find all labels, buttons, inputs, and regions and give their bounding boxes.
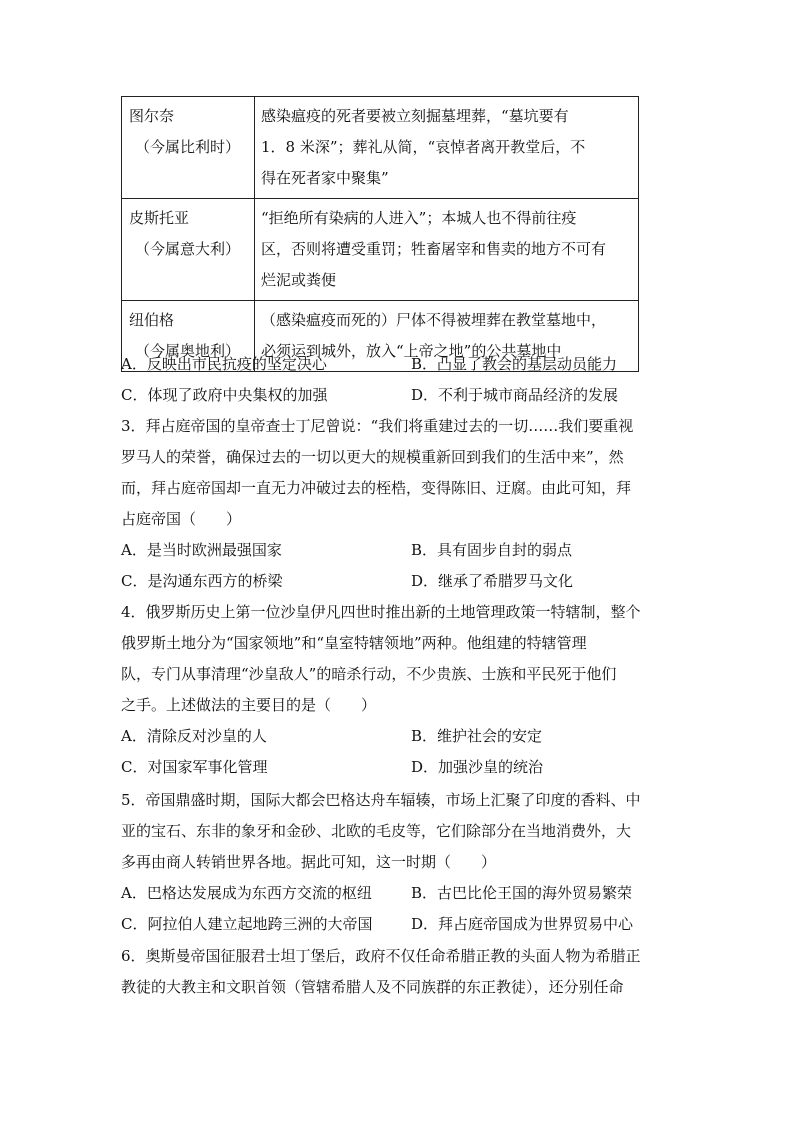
table-row (122, 97, 639, 199)
option-b[interactable]: B．凸显了教会的基层动员能力 (411, 355, 618, 373)
question-line: 队，专门从事清理“沙皇敌人”的暗杀行动，不少贵族、士族和平民死于他们 (121, 665, 617, 683)
option-c[interactable]: C．是沟通东西方的桥梁 (121, 572, 283, 590)
policy-line: （感染瘟疫而死的）尸体不得被埋葬在教堂墓地中， (261, 311, 607, 329)
question-line: 5．帝国鼎盛时期，国际大都会巴格达舟车辐辏，市场上汇聚了印度的香料、中 (121, 791, 641, 809)
policy-line: 得在死者家中聚集” (261, 169, 389, 187)
option-row (121, 535, 681, 566)
city-name: 皮斯托亚 (129, 209, 190, 227)
option-a[interactable]: A．反映出市民抗疫的坚定决心 (121, 355, 327, 373)
city-name: 纽伯格 (129, 311, 175, 329)
city-cell (122, 97, 255, 199)
question-3 (121, 411, 681, 597)
option-row (121, 752, 681, 783)
option-d[interactable]: D．不利于城市商品经济的发展 (411, 386, 619, 404)
question-line: 多再由商人转销世界各地。据此可知，这一时期（ ） (121, 853, 497, 871)
option-c[interactable]: C．阿拉伯人建立起地跨三洲的大帝国 (121, 915, 373, 933)
option-b[interactable]: B．维护社会的安定 (411, 727, 543, 745)
option-b[interactable]: B．古巴比伦王国的海外贸易繁荣 (411, 884, 633, 902)
city-country: （今属比利时） (135, 138, 241, 156)
city-country: （今属意大利） (135, 240, 241, 258)
question-line: 罗马人的荣誉，确保过去的一切以更大的规模重新回到我们的生活中来”，然 (121, 448, 624, 466)
option-row (121, 878, 681, 909)
city-name: 图尔奈 (129, 107, 175, 125)
option-row (121, 909, 681, 940)
city-cell (122, 199, 255, 301)
option-a[interactable]: A．是当时欧洲最强国家 (121, 541, 282, 559)
question-line: 6．奥斯曼帝国征服君士坦丁堡后，政府不仅任命希腊正教的头面人物为希腊正 (121, 947, 641, 965)
policy-line: 必须运到城外，放入“上帝之地”的公共墓地中 (261, 342, 562, 360)
option-row (121, 380, 681, 411)
question-line: 俄罗斯土地分为“国家领地”和“皇室特辖领地”两种。他组建的特辖管理 (121, 634, 587, 652)
policy-cell (255, 97, 639, 199)
option-a[interactable]: A．清除反对沙皇的人 (121, 727, 267, 745)
option-a[interactable]: A．巴格达发展成为东西方交流的枢纽 (121, 884, 372, 902)
question-4 (121, 597, 681, 783)
option-row (121, 566, 681, 597)
policy-line: 烂泥或粪便 (261, 271, 337, 289)
option-d[interactable]: D．加强沙皇的统治 (411, 758, 544, 776)
question-6 (121, 941, 681, 1003)
question-line: 3．拜占庭帝国的皇帝查士丁尼曾说：“我们将重建过去的一切……我们要重视 (121, 417, 634, 435)
option-row (121, 349, 681, 380)
option-row (121, 721, 681, 752)
policy-line: “拒绝所有染病的人进入”；本城人也不得前往疫 (261, 209, 577, 227)
question-5 (121, 785, 681, 940)
option-d[interactable]: D．继承了希腊罗马文化 (411, 572, 574, 590)
option-b[interactable]: B．具有固步自封的弱点 (411, 541, 573, 559)
question-line: 而，拜占庭帝国却一直无力冲破过去的桎梏，变得陈旧、迂腐。由此可知，拜 (121, 479, 632, 497)
option-d[interactable]: D．拜占庭帝国成为世界贸易中心 (411, 915, 634, 933)
question-line: 亚的宝石、东非的象牙和金砂、北欧的毛皮等，它们除部分在当地消费外，大 (121, 822, 632, 840)
question-line: 之手。上述做法的主要目的是（ ） (121, 696, 377, 714)
question-line: 占庭帝国（ ） (121, 510, 242, 528)
policy-line: 1．8 米深”；葬礼从简，“哀悼者离开教堂后，不 (261, 138, 586, 156)
question-line: 4．俄罗斯历史上第一位沙皇伊凡四世时推出新的土地管理政策一特辖制，整个 (121, 603, 641, 621)
city-country: （今属奥地利） (135, 342, 241, 360)
policy-line: 区，否则将遭受重罚；牲畜屠宰和售卖的地方不可有 (261, 240, 607, 258)
option-c[interactable]: C．对国家军事化管理 (121, 758, 268, 776)
option-c[interactable]: C．体现了政府中央集权的加强 (121, 386, 328, 404)
question-line: 教徒的大教主和文职首领（管辖希腊人及不同族群的东正教徒），还分别任命 (121, 978, 624, 996)
plague-policy-table (121, 96, 639, 372)
policy-line: 感染瘟疫的死者要被立刻掘墓埋葬，“墓坑要有 (261, 107, 569, 125)
table-row (122, 199, 639, 301)
question-2-options (121, 349, 681, 411)
policy-cell (255, 199, 639, 301)
